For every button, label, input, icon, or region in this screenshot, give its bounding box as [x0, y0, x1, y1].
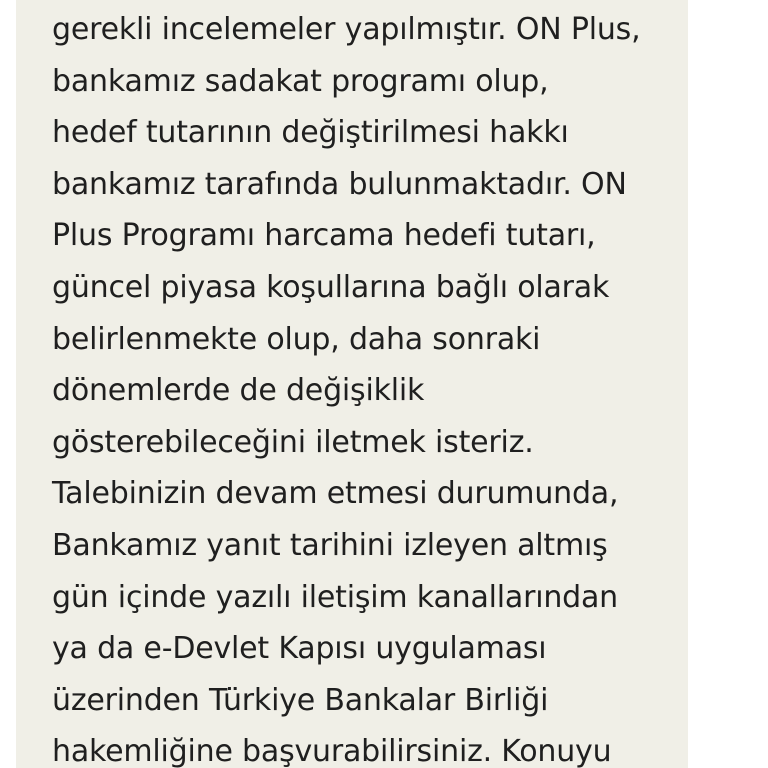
message-line: hakemliğine başvurabilirsiniz. Konuyu — [52, 734, 612, 768]
message-line: bankamız sadakat programı olup, — [52, 63, 549, 99]
message-line: bankamız tarafında bulunmaktadır. ON — [52, 166, 627, 202]
message-line: Bankamız yanıt tarihini izleyen altmış — [52, 527, 608, 563]
message-line: dönemlerde de değişiklik — [52, 373, 425, 409]
message-line: hedef tutarının değiştirilmesi hakkı — [52, 115, 569, 151]
message-line: gerekli incelemeler yapılmıştır. ON Plus, — [52, 12, 641, 47]
message-line: üzerinden Türkiye Bankalar Birliği — [52, 682, 549, 718]
message-text — [52, 8, 682, 768]
message-line: gösterebileceğini iletmek isteriz. — [52, 424, 534, 460]
message-line: gün içinde yazılı iletişim kanallarından — [52, 579, 618, 615]
message-line: Plus Programı harcama hedefi tutarı, — [52, 218, 596, 254]
message-line: Talebinizin devam etmesi durumunda, — [52, 476, 619, 512]
message-line: güncel piyasa koşullarına bağlı olarak — [52, 269, 610, 305]
message-line: ya da e-Devlet Kapısı uygulaması — [52, 631, 547, 667]
message-line: belirlenmekte olup, daha sonraki — [52, 321, 541, 357]
